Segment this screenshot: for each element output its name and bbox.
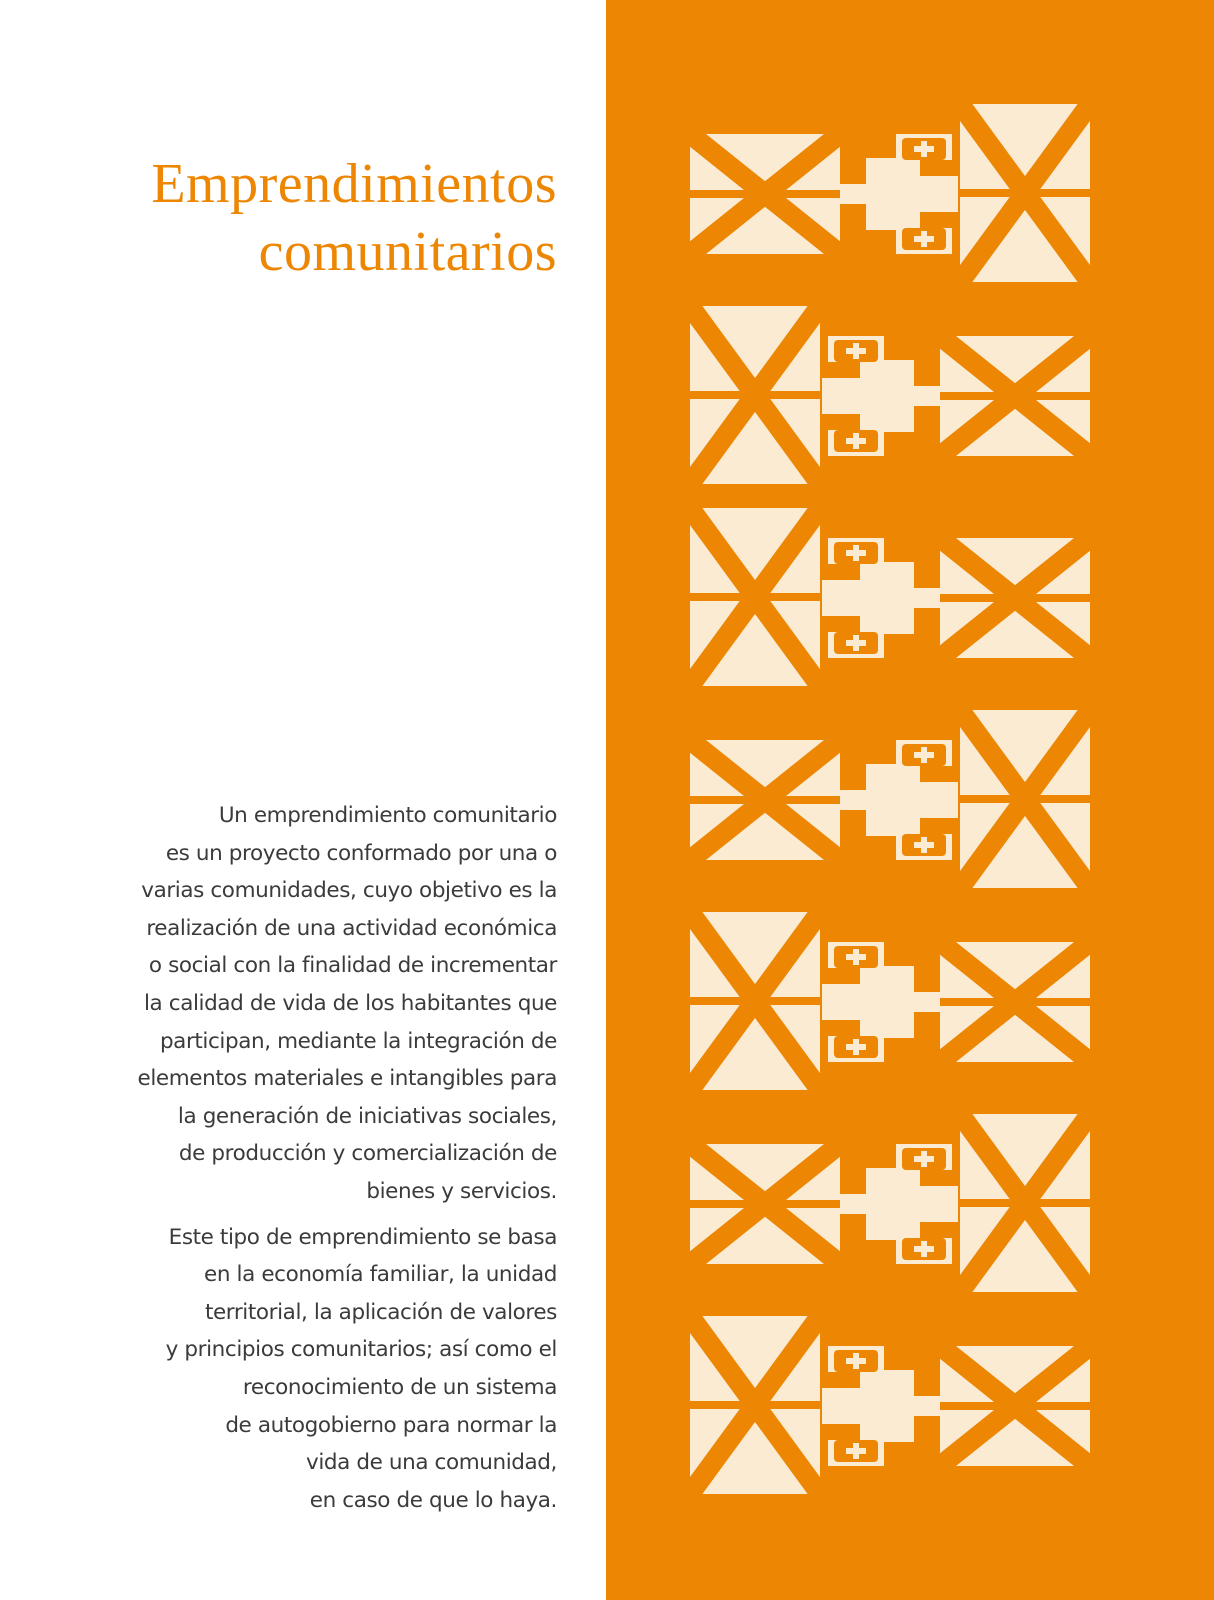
text-line: Un emprendimiento comunitario (218, 803, 557, 828)
geometric-motif-left (690, 104, 1090, 282)
geometric-motif-right (690, 912, 1090, 1090)
text-line: realización de una actividad económica (146, 915, 557, 941)
text-line: reconocimiento de un sistema (242, 1374, 557, 1400)
text-line: o social con la finalidad de incrementar (148, 953, 557, 979)
text-line: de producción y comercialización de (178, 1141, 557, 1167)
text-line: de autogobierno para normar la (225, 1412, 557, 1438)
body-text (37, 797, 557, 1519)
geometric-motif-right (690, 1316, 1090, 1494)
geometric-motif-right (690, 306, 1090, 484)
text-line: y principios comunitarios; así como el (165, 1337, 557, 1363)
text-line: Este tipo de emprendimiento se basa (168, 1224, 557, 1250)
title-line: comunitarios (258, 221, 557, 283)
text-line: la calidad de vida de los habitantes que (143, 990, 557, 1016)
text-line: varias comunidades, cuyo objetivo es la (141, 878, 557, 904)
text-line: vida de una comunidad, (306, 1450, 557, 1476)
geometric-motif-left (690, 1114, 1090, 1292)
geometric-motif-left (690, 710, 1090, 888)
paragraph-definition (37, 797, 557, 1211)
text-line: territorial, la aplicación de valores (204, 1299, 557, 1325)
geometric-motif-right (690, 508, 1090, 686)
text-line: en la economía familiar, la unidad (204, 1262, 557, 1288)
text-line: elementos materiales e intangibles para (137, 1066, 557, 1092)
title-line: Emprendimientos (151, 153, 557, 215)
text-line: en caso de que lo haya. (309, 1487, 557, 1513)
text-line: bienes y servicios. (366, 1178, 557, 1204)
text-line: es un proyecto conformado por una o (165, 840, 557, 866)
paragraph-basis (37, 1219, 557, 1520)
text-line: participan, mediante la integración de (159, 1028, 557, 1054)
page-title (37, 150, 557, 286)
text-line: la generación de iniciativas sociales, (177, 1103, 557, 1129)
text-column (0, 0, 606, 1600)
